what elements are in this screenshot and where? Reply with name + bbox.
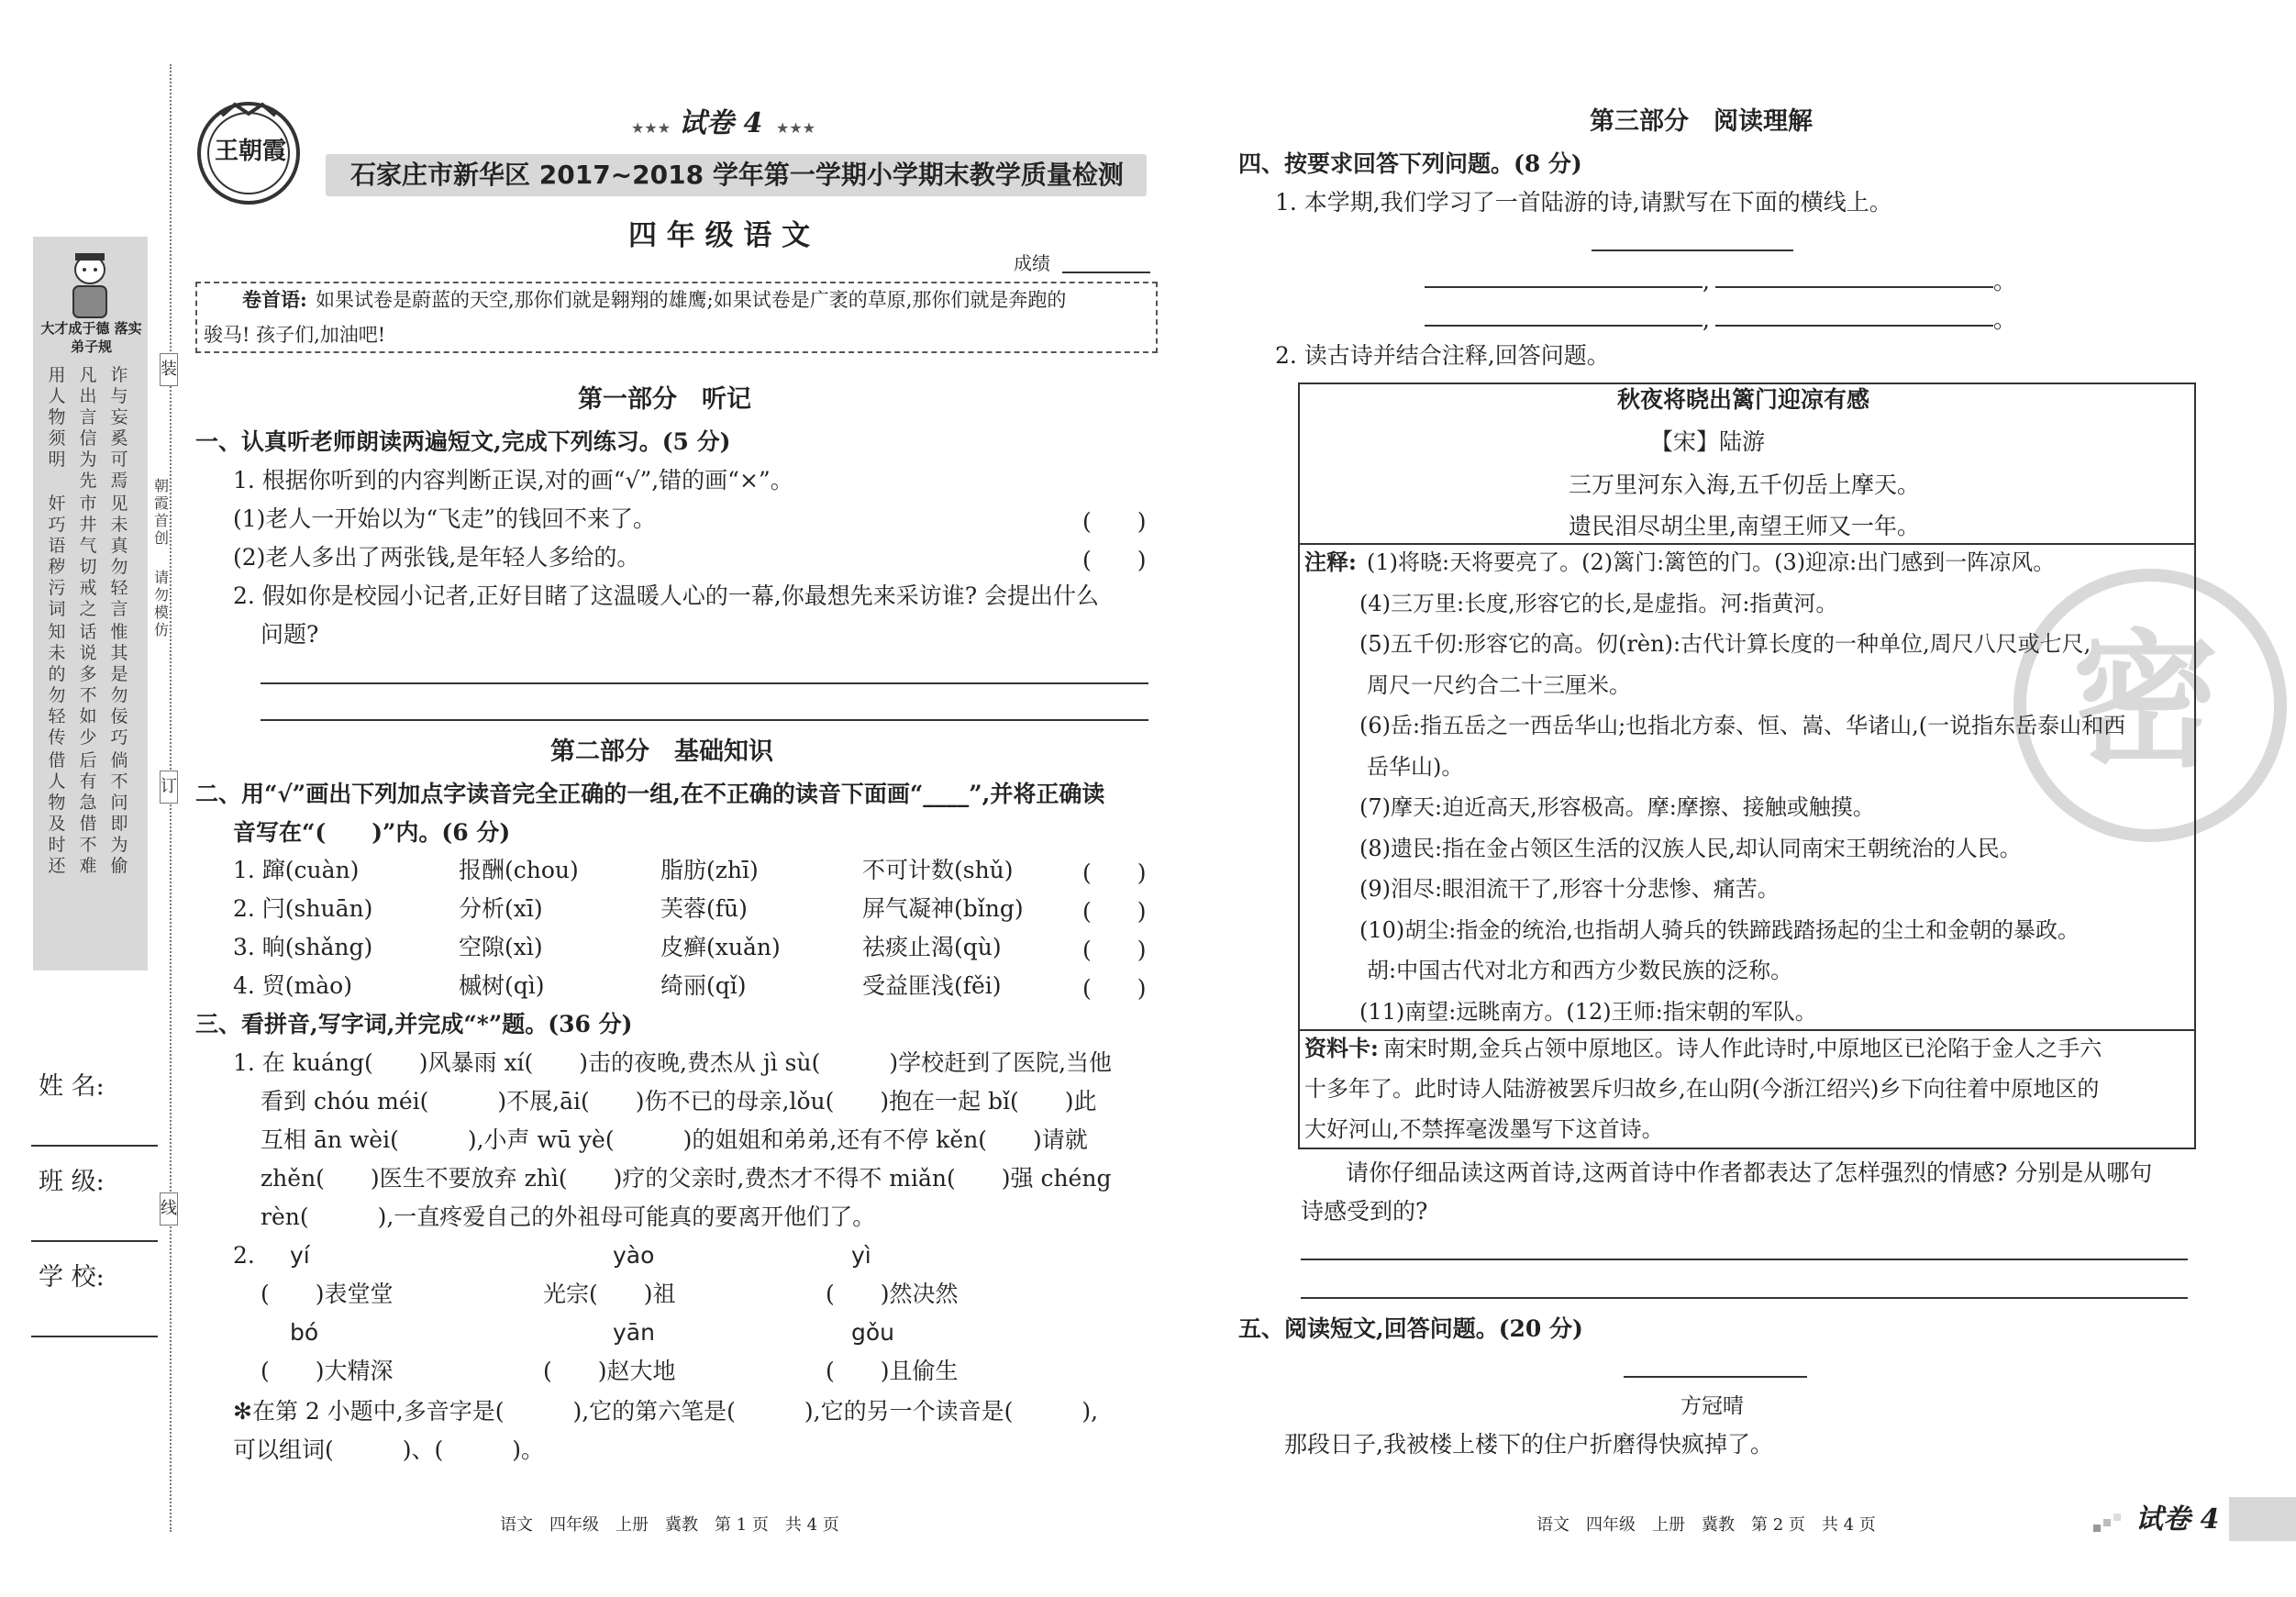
poem-title: 秋夜将晓出篱门迎凉有感 <box>1617 386 1870 413</box>
polyphone-pinyin: yān <box>613 1319 655 1346</box>
q1-title: 一、认真听老师朗读两遍短文,完成下列练习。(5 分) <box>195 428 731 455</box>
logo-text: 王朝霞 <box>215 138 287 165</box>
sidebar-verse-col: 诈与妄奚可焉 <box>110 365 128 491</box>
badge-bar <box>2229 1497 2296 1541</box>
cut-label-2: 订 <box>160 771 178 804</box>
poem-line-1b[interactable] <box>1715 286 1993 288</box>
q3-line4: zhěn( )医生不要放弃 zhì( )疗的父亲时,费杰才不得不 miǎn( )强 chéng <box>261 1165 1112 1192</box>
q3-line1: 1. 在 kuáng( )风暴雨 xí( )击的夜晚,费杰从 jì sù( )学校赶到了医院,当他 <box>233 1049 1113 1076</box>
poem-line-2b[interactable] <box>1715 325 1993 327</box>
score-label: 成绩 <box>1014 252 1050 274</box>
note-line: (4)三万里:长度,形容它的长,是虚指。河:指黄河。 <box>1359 590 1838 616</box>
sidebar-verse-col: 话说多不如少 <box>79 622 97 748</box>
q2-item: 1. 蹿(cuàn) <box>233 857 360 883</box>
preface-line1: 如果试卷是蔚蓝的天空,那你们就是翱翔的雄鹰;如果试卷是广袤的草原,那你们就是奔跑的 <box>316 289 1067 311</box>
poem-box-divider-2 <box>1298 1029 2194 1031</box>
q4-2-question-b: 诗感受到的? <box>1301 1198 1428 1225</box>
q1-1: 1. 根据你听到的内容判断正误,对的画“√”,错的画“×”。 <box>233 467 793 494</box>
right-footer: 语文 四年级 上册 冀教 第 2 页 共 4 页 <box>1536 1515 1876 1535</box>
left-footer: 语文 四年级 上册 冀教 第 1 页 共 4 页 <box>500 1515 839 1535</box>
sidebar-verse-col: 惟其是勿佞巧 <box>110 622 128 748</box>
q2-item: 祛痰止渴(qù) <box>862 934 1002 960</box>
note-line: (11)南望:远眺南方。(12)王师:指宋朝的军队。 <box>1359 998 1817 1025</box>
q2-item: 4. 贸(mào) <box>233 972 352 999</box>
sidebar-motto-panel <box>33 237 148 970</box>
polyphone-word: ( )表堂堂 <box>261 1281 394 1307</box>
sidebar-verse-col: 倘不问即为偷 <box>110 750 128 876</box>
ref-line2: 十多年了。此时诗人陆游被罢斥归故乡,在山阴(今浙江绍兴)乡下向往着中原地区的 <box>1304 1076 2100 1102</box>
q2-item: 不可计数(shǔ) <box>862 857 1014 883</box>
q3-title: 三、看拼音,写字词,并完成“*”题。(36 分) <box>195 1011 633 1037</box>
note-line: (6)岳:指五岳之一西岳华山;也指北方泰、恒、嵩、华诸山,(一说指东岳泰山和西 <box>1359 713 2126 738</box>
q2-line-b: 音写在“( )”内。(6 分) <box>233 819 511 846</box>
school-label: 学 校: <box>39 1263 105 1292</box>
badge-dots <box>2093 1512 2121 1534</box>
notes-label: 注释: <box>1304 549 1357 575</box>
note-line: (5)五千仞:形容它的高。仞(rèn):古代计算长度的一种单位,周尺八尺或七尺, <box>1359 631 2091 657</box>
poem-author: 【宋】陆游 <box>1650 428 1766 455</box>
q5-title: 五、阅读短文,回答问题。(20 分) <box>1238 1315 1583 1342</box>
q2-item: 空隙(xì) <box>459 934 543 960</box>
q2-item: 绮丽(qǐ) <box>660 972 747 999</box>
polyphone-pinyin: gǒu <box>851 1319 895 1346</box>
q4-2: 2. 读古诗并结合注释,回答问题。 <box>1275 342 1610 369</box>
polyphone-word: ( )赵大地 <box>543 1358 676 1384</box>
answer-line-3[interactable] <box>1301 1259 2188 1260</box>
period-1: 。 <box>1993 268 2017 294</box>
q1-1a: (1)老人一开始以为“飞走”的钱回不来了。 <box>233 505 656 532</box>
q2-answer-paren[interactable]: ( ) <box>1082 975 1147 1002</box>
cartoon-figure-icon <box>61 250 119 323</box>
answer-line-1[interactable] <box>261 682 1148 684</box>
polyphone-pinyin: yí <box>290 1242 310 1269</box>
q2-item: 3. 晌(shǎng) <box>233 934 373 960</box>
preface-label: 卷首语: <box>242 288 307 311</box>
sidebar-verse-col: 奸巧语秽污词 <box>48 494 66 619</box>
q1-2b: 问题? <box>261 621 319 648</box>
ref-label: 资料卡: <box>1304 1035 1379 1061</box>
q2-answer-paren[interactable]: ( ) <box>1082 859 1147 886</box>
class-field[interactable] <box>31 1240 158 1242</box>
q2-line-a: 二、用“√”画出下列加点字读音完全正确的一组,在不正确的读音下面画“____”,并将正确读 <box>195 781 1105 807</box>
cut-label-1: 装 <box>160 353 178 386</box>
q2-item: 分析(xī) <box>459 895 543 922</box>
name-label: 姓 名: <box>39 1072 105 1101</box>
sidebar-verse-col: 用人物须明 <box>48 365 66 470</box>
polyphone-pinyin: yào <box>613 1242 655 1269</box>
star-line-b: 可以组词( )、( )。 <box>233 1436 545 1463</box>
polyphone-word: ( )大精深 <box>261 1358 394 1384</box>
q2-item: 皮癣(xuǎn) <box>660 934 781 960</box>
exam-logo <box>194 99 303 207</box>
q2-item: 芙蓉(fū) <box>660 895 748 922</box>
sidebar-verse-col: 知未的勿轻传 <box>48 622 66 748</box>
note-line: (7)摩天:迫近高天,形容极高。摩:摩擦、接触或触摸。 <box>1359 794 1875 820</box>
poem-box-divider-1 <box>1298 543 2194 545</box>
left-binding-strip <box>0 0 183 1597</box>
comma-2: , <box>1703 306 1710 333</box>
q4-2-question-a: 请你仔细品读这两首诗,这两首诗中作者都表达了怎样强烈的情感? 分别是从哪句 <box>1346 1159 2153 1186</box>
story-first-line: 那段日子,我被楼上楼下的住户折磨得快疯掉了。 <box>1284 1431 1773 1458</box>
answer-paren-1a[interactable]: ( ) <box>1082 508 1147 535</box>
answer-line-2[interactable] <box>261 719 1148 721</box>
note-line: (9)泪尽:眼泪流干了,形容十分悲惨、痛苦。 <box>1359 876 1780 902</box>
stars-right: ★★★ <box>776 119 816 137</box>
q1-2a: 2. 假如你是校园小记者,正好目睹了这温暖人心的一幕,你最想先来采访谁? 会提出什么 <box>233 582 1100 609</box>
note-line: (10)胡尘:指金的统治,也指胡人骑兵的铁蹄践踏扬起的尘土和金朝的暴政。 <box>1359 916 2080 943</box>
sidebar-verse-col: 后有急借不难 <box>79 750 97 876</box>
q2-item: 受益匪浅(fěi) <box>862 972 1002 999</box>
note-line: (8)遗民:指在金占领区生活的汉族人民,却认同南宋王朝统治的人民。 <box>1359 835 2022 861</box>
poem-line-1a[interactable] <box>1425 286 1703 288</box>
comma-1: , <box>1703 268 1710 294</box>
polyphone-pinyin: yì <box>851 1242 871 1269</box>
sidebar-motto: 大才成于德 落实弟子规 <box>40 320 142 355</box>
school-field[interactable] <box>31 1336 158 1337</box>
note-line: 胡:中国古代对北方和西方少数民族的泛称。 <box>1367 958 1793 983</box>
q3-2-label: 2. <box>233 1242 255 1269</box>
q1-1b: (2)老人多出了两张钱,是年轻人多给的。 <box>233 544 640 571</box>
brand-title: 试卷 4 <box>679 107 763 139</box>
sidebar-verse-col: 市井气切戒之 <box>79 494 97 619</box>
sidebar-verse-col: 借人物及时还 <box>48 750 66 876</box>
name-field[interactable] <box>31 1145 158 1147</box>
right-badge: 试卷 4 <box>2135 1503 2220 1536</box>
preface-line2: 骏马! 孩子们,加油吧! <box>204 324 386 346</box>
note-line: (1)将晓:天将要亮了。(2)篱门:篱笆的门。(3)迎凉:出门感到一阵凉风。 <box>1367 549 2056 575</box>
note-line: 岳华山)。 <box>1367 753 1464 780</box>
story-title-line[interactable] <box>1624 1376 1807 1378</box>
q2-item: 报酬(chou) <box>459 857 579 883</box>
polyphone-pinyin: bó <box>290 1319 319 1346</box>
star-line-a: ✻在第 2 小题中,多音字是( ),它的第六笔是( ),它的另一个读音是( ), <box>233 1398 1099 1425</box>
polyphone-word: ( )然决然 <box>826 1281 959 1307</box>
cut-label-3: 线 <box>160 1192 178 1225</box>
polyphone-word: 光宗( )祖 <box>543 1281 676 1307</box>
stamp-char: 密 <box>2072 615 2220 787</box>
notice-1: 朝霞首创 <box>153 477 169 547</box>
class-label: 班 级: <box>39 1168 105 1196</box>
q3-line5: rèn( ),一直疼爱自己的外祖母可能真的要离开他们了。 <box>261 1203 876 1230</box>
sidebar-verse-col: 凡出言信为先 <box>79 365 97 491</box>
answer-paren-1b[interactable]: ( ) <box>1082 547 1147 573</box>
ref-line1: 南宋时期,金兵占领中原地区。诗人作此诗时,中原地区已沦陷于金人之手六 <box>1383 1036 2102 1061</box>
sidebar-verse-col: 见未真勿轻言 <box>110 494 128 619</box>
score-field[interactable] <box>1062 272 1150 273</box>
q3-line3: 互相 ān wèi( ),小声 wū yè( )的姐姐和弟弟,还有不停 kěn( )请就 <box>261 1126 1088 1153</box>
subject-title: 四 年 级 语 文 <box>628 219 811 252</box>
note-line: 周尺一尺约合二十三厘米。 <box>1367 671 1631 698</box>
exam-title: 石家庄市新华区 2017~2018 学年第一学期小学期末教学质量检测 <box>350 160 1124 190</box>
q2-item: 脂肪(zhī) <box>660 857 759 883</box>
answer-line-4[interactable] <box>1301 1297 2188 1299</box>
poem-line2: 遗民泪尽胡尘里,南望王师又一年。 <box>1569 513 1920 539</box>
notice-2: 请勿模仿 <box>153 569 169 638</box>
q3-line2: 看到 chóu méi( )不展,āi( )伤不已的母亲,lǒu( )抱在一起 bǐ( )此 <box>261 1088 1097 1115</box>
part2-heading: 第二部分 基础知识 <box>550 738 773 766</box>
poem-line1: 三万里河东入海,五千仞岳上摩天。 <box>1569 471 1920 498</box>
q2-answer-paren[interactable]: ( ) <box>1082 898 1147 925</box>
ref-line3: 大好河山,不禁挥毫泼墨写下这首诗。 <box>1304 1116 1664 1142</box>
story-author: 方冠晴 <box>1680 1394 1744 1418</box>
stars-left: ★★★ <box>631 119 671 137</box>
poem-title-line[interactable] <box>1592 250 1793 251</box>
q4-title: 四、按要求回答下列问题。(8 分) <box>1238 150 1582 177</box>
period-2: 。 <box>1993 306 2017 333</box>
part3-heading: 第三部分 阅读理解 <box>1590 107 1813 136</box>
q2-item: 槭树(qì) <box>459 972 545 999</box>
polyphone-word: ( )且偷生 <box>826 1358 959 1384</box>
q4-1: 1. 本学期,我们学习了一首陆游的诗,请默写在下面的横线上。 <box>1275 189 1892 216</box>
q2-item: 2. 闩(shuān) <box>233 895 373 922</box>
poem-line-2a[interactable] <box>1425 325 1703 327</box>
q2-item: 屏气凝神(bǐng) <box>862 895 1024 922</box>
part1-heading: 第一部分 听记 <box>578 385 751 414</box>
q2-answer-paren[interactable]: ( ) <box>1082 937 1147 963</box>
